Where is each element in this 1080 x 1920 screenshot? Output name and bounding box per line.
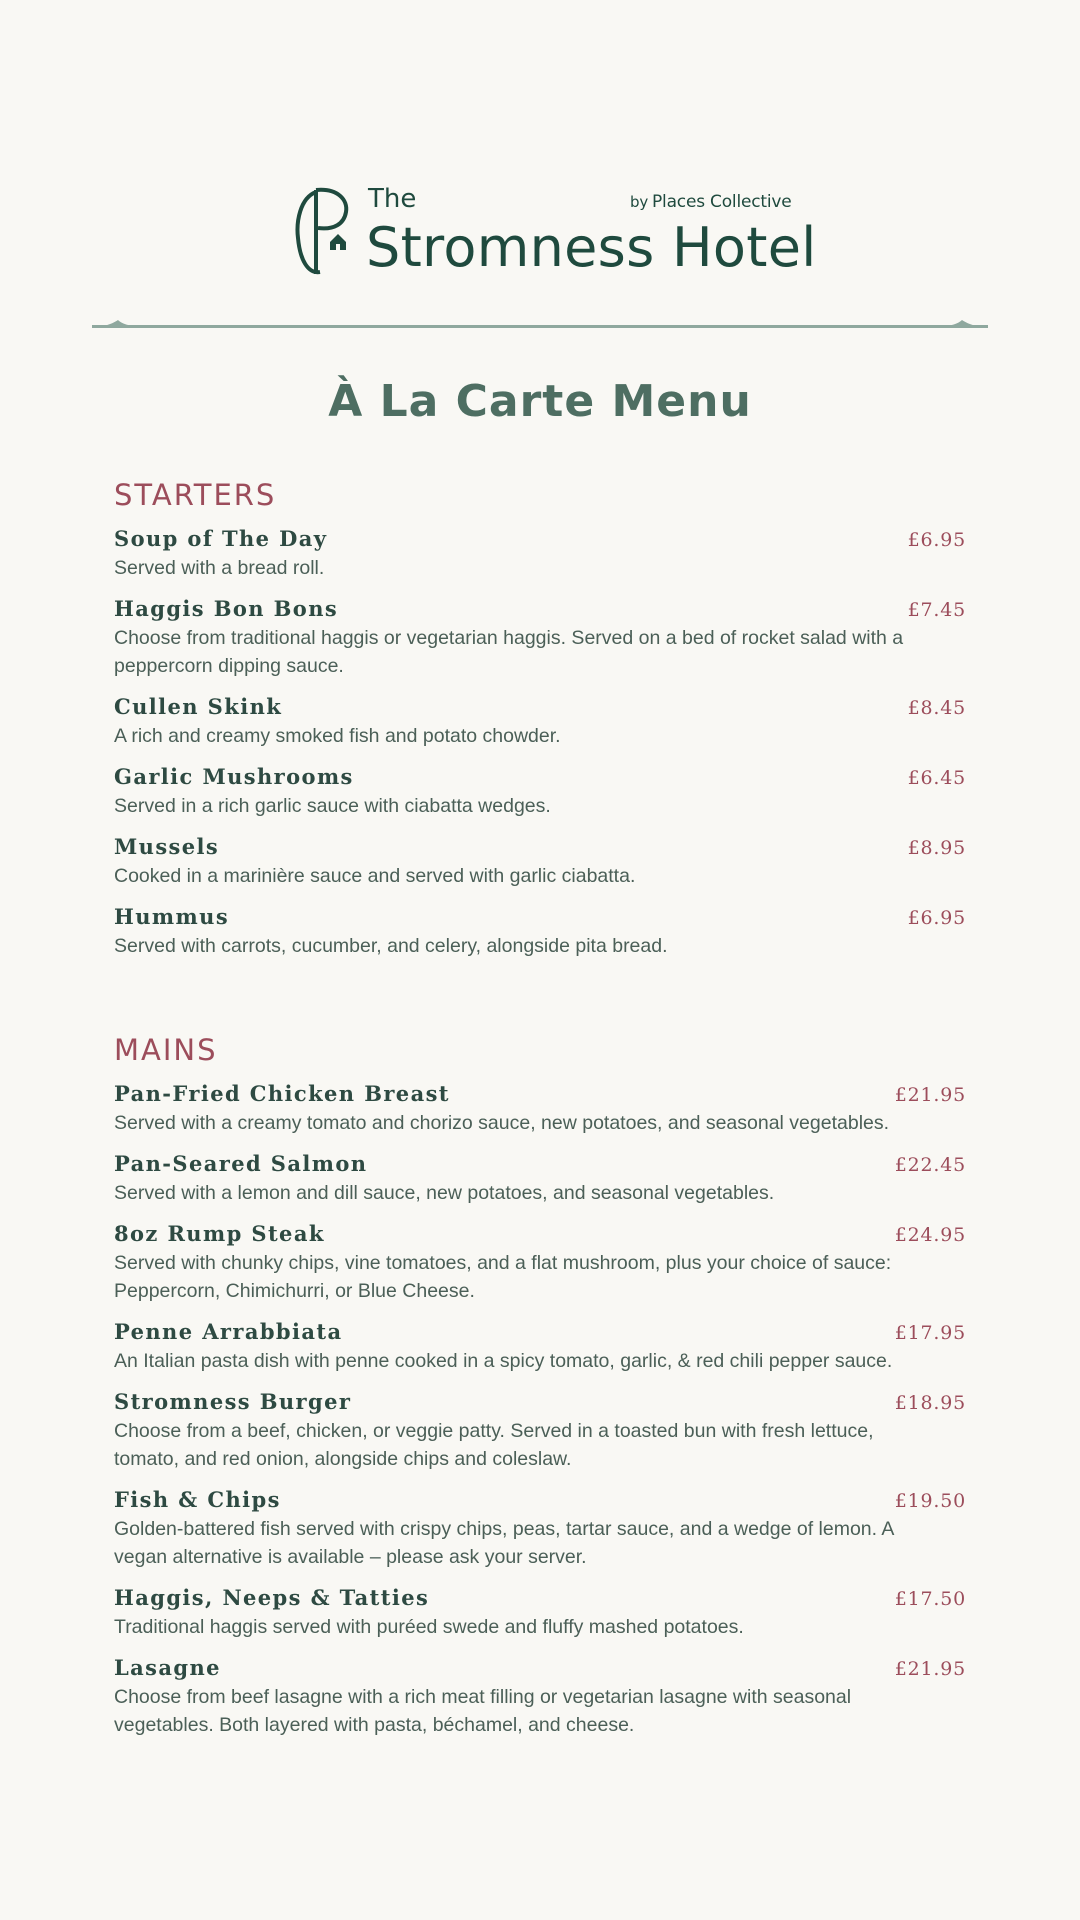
menu-item <box>114 1487 966 1571</box>
menu-item-description: Served with a creamy tomato and chorizo sauce, new potatoes, and seasonal vegetables. <box>114 1112 890 1134</box>
menu-item-description: A rich and creamy smoked fish and potato chowder. <box>114 725 561 747</box>
menu-item <box>114 904 966 960</box>
menu-item-name: Haggis, Neeps & Tatties <box>114 1585 430 1610</box>
menu-item-name: 8oz Rump Steak <box>114 1221 325 1246</box>
menu-item-header <box>114 1487 966 1512</box>
menu-item-name: Garlic Mushrooms <box>114 764 354 789</box>
hotel-name: Stromness Hotel <box>366 216 817 279</box>
brand-collective <box>630 192 792 212</box>
menu-item-price: £17.50 <box>894 1588 966 1610</box>
menu-item-price: £22.45 <box>894 1154 966 1176</box>
brand-by: by <box>630 193 648 211</box>
section-title-mains: MAINS <box>114 1033 218 1067</box>
menu-item <box>114 1081 966 1137</box>
menu-item-header <box>114 1221 966 1246</box>
menu-item-price: £17.95 <box>894 1322 966 1344</box>
menu-item-header <box>114 1151 966 1176</box>
menu-item-header <box>114 694 966 719</box>
menu-item-price: £19.50 <box>894 1490 966 1512</box>
menu-item-description: Traditional haggis served with puréed swede and fluffy mashed potatoes. <box>114 1616 744 1638</box>
menu-title: À La Carte Menu <box>328 376 752 427</box>
menu-item-price: £24.95 <box>894 1224 966 1246</box>
brand-the: The <box>368 184 417 214</box>
menu-item-name: Cullen Skink <box>114 694 283 719</box>
starters-section <box>114 478 966 974</box>
menu-item-description: Served with a bread roll. <box>114 557 325 579</box>
menu-item <box>114 1655 966 1739</box>
menu-item-price: £6.45 <box>907 767 966 789</box>
menu-item-header <box>114 526 966 551</box>
menu-item-price: £6.95 <box>907 907 966 929</box>
menu-item <box>114 1151 966 1207</box>
menu-item-header <box>114 1655 966 1680</box>
menu-item-description: Served in a rich garlic sauce with ciabatta wedges. <box>114 795 551 817</box>
menu-item-header <box>114 834 966 859</box>
menu-item-description: Choose from beef lasagne with a rich meat filling or vegetarian lasagne with seasonal vegetables. Both layered with pasta, béchamel, and cheese. <box>114 1686 852 1736</box>
section-title-starters: STARTERS <box>114 478 277 512</box>
menu-item-name: Lasagne <box>114 1655 221 1680</box>
menu-item <box>114 596 966 680</box>
menu-item-name: Hummus <box>114 904 230 929</box>
menu-item-header <box>114 1585 966 1610</box>
menu-item <box>114 1319 966 1375</box>
menu-item-description: Choose from a beef, chicken, or veggie patty. Served in a toasted bun with fresh lettuce, tomato, and red onion, alongside chips and coleslaw. <box>114 1420 874 1470</box>
hotel-header <box>0 180 1080 290</box>
menu-item-price: £8.45 <box>907 697 966 719</box>
menu-item-header <box>114 1389 966 1414</box>
menu-item-name: Penne Arrabbiata <box>114 1319 343 1344</box>
mains-section <box>114 1033 966 1753</box>
menu-item-price: £21.95 <box>894 1658 966 1680</box>
header-divider <box>92 316 988 334</box>
brand-collective-name: Places Collective <box>652 192 792 212</box>
menu-item-name: Haggis Bon Bons <box>114 596 339 621</box>
menu-item-header <box>114 904 966 929</box>
menu-item-description: Served with a lemon and dill sauce, new potatoes, and seasonal vegetables. <box>114 1182 775 1204</box>
menu-item-description: Cooked in a marinière sauce and served with garlic ciabatta. <box>114 865 636 887</box>
menu-item-header <box>114 596 966 621</box>
menu-item-description: Choose from traditional haggis or vegetarian haggis. Served on a bed of rocket salad with a peppercorn dipping sauce. <box>114 627 904 677</box>
menu-item-price: £8.95 <box>907 837 966 859</box>
menu-item-name: Pan-Fried Chicken Breast <box>114 1081 450 1106</box>
menu-item-name: Mussels <box>114 834 220 859</box>
menu-item-description: Served with carrots, cucumber, and celery, alongside pita bread. <box>114 935 668 957</box>
hotel-logo-icon <box>294 186 354 278</box>
menu-item-name: Fish & Chips <box>114 1487 281 1512</box>
menu-item-header <box>114 1081 966 1106</box>
menu-item <box>114 834 966 890</box>
menu-item-description: Served with chunky chips, vine tomatoes, and a flat mushroom, plus your choice of sauce: Peppercorn, Chimichurri, or Blue Cheese. <box>114 1252 892 1302</box>
menu-item <box>114 1585 966 1641</box>
menu-item-description: An Italian pasta dish with penne cooked in a spicy tomato, garlic, & red chili pepper sauce. <box>114 1350 893 1372</box>
menu-item <box>114 1221 966 1305</box>
menu-item-description: Golden-battered fish served with crispy chips, peas, tartar sauce, and a wedge of lemon. A vegan alternative is available – please ask your server. <box>114 1518 894 1568</box>
menu-item-price: £6.95 <box>907 529 966 551</box>
menu-item <box>114 1389 966 1473</box>
menu-item-price: £21.95 <box>894 1084 966 1106</box>
menu-item <box>114 694 966 750</box>
menu-item <box>114 764 966 820</box>
menu-item-header <box>114 1319 966 1344</box>
menu-item-name: Stromness Burger <box>114 1389 352 1414</box>
menu-item-price: £7.45 <box>907 599 966 621</box>
menu-item-name: Soup of The Day <box>114 526 328 551</box>
menu-item-name: Pan-Seared Salmon <box>114 1151 368 1176</box>
menu-item-header <box>114 764 966 789</box>
menu-item-price: £18.95 <box>894 1392 966 1414</box>
menu-item <box>114 526 966 582</box>
